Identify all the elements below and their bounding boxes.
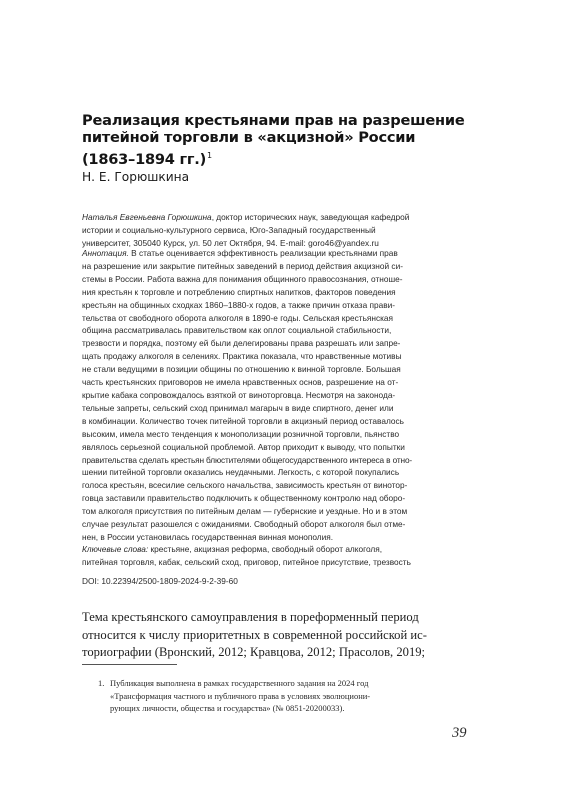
footnote-line: Публикация выполнена в рамках государственного задания на 2024 год xyxy=(110,678,369,688)
footnote-line: рующих личности, общества и государства» (№ 0851-20200033). xyxy=(110,703,345,714)
title-line: Реализация крестьянами прав на разрешение xyxy=(82,112,465,129)
affiliation-line: университет, 305040 Курск, ул. 50 лет Октября, 94. E-mail: goro46@yandex.ru xyxy=(82,237,379,248)
abstract-line: стемы в России. Работа важна для понимания общинного правосознания, отноше- xyxy=(82,273,403,284)
title-line-text: (1863–1894 гг.) xyxy=(82,150,206,168)
abstract-label: Аннотация. xyxy=(82,248,129,258)
article-title xyxy=(82,112,482,168)
footnote-number: 1. xyxy=(98,678,105,688)
abstract-line: трезвости и порядка, поэтому ей были делегированы права разрешать или запре- xyxy=(82,338,401,349)
title-line: питейной торговли в «акцизной» России xyxy=(82,129,416,147)
body-line: ториографии (Вронский, 2012; Кравцова, 2012; Прасолов, 2019; xyxy=(82,645,426,660)
abstract-line: говца заставили правительство подключить к общественному контролю над оборо- xyxy=(82,493,406,504)
abstract-line xyxy=(82,247,482,260)
article-author: Н. Е. Горюшкина xyxy=(82,170,190,184)
abstract-line: крытие кабака сопровождалось взяткой от виноторговца. Несмотря на законода- xyxy=(82,389,396,400)
body-line: Тема крестьянского самоуправления в пореформенный период xyxy=(82,610,419,624)
abstract-line: тельства от свободного оборота алкоголя в 1890-е годы. Сельская крестьянская xyxy=(82,312,394,323)
abstract-line: в комбинации. Количество точек питейной торговли в акцизный период оставалось xyxy=(82,415,404,426)
keywords-text: крестьяне, акцизная реформа, свободный оборот алкоголя, xyxy=(148,544,383,554)
author-affiliation xyxy=(82,211,482,250)
keywords-line: питейная торговля, кабак, сельский сход, приговор, питейное присутствие, трезвость xyxy=(82,556,411,567)
abstract-line: нен, в России установилась государственная винная монополия. xyxy=(82,531,334,542)
affiliation-text: , доктор исторических наук, заведующая кафедрой xyxy=(211,212,410,222)
keywords-line xyxy=(82,543,482,556)
title-line xyxy=(82,147,482,168)
title-footnote-mark[interactable]: 1 xyxy=(207,150,212,160)
doi-line[interactable]: DOI: 10.22394/2500-1809-2024-9-2-39-60 xyxy=(82,576,238,586)
abstract-line: высоким, имела место тенденция к монополизации розничной торговли, пьянство xyxy=(82,428,400,439)
keywords xyxy=(82,543,482,569)
abstract-line: щать продажу алкоголя в селениях. Практика показала, что нравственные мотивы xyxy=(82,351,402,362)
abstract-line: не стали ведущими в позиции общины по отношению к винной торговле. Большая xyxy=(82,364,401,375)
footnote-separator xyxy=(82,664,177,665)
page-number: 39 xyxy=(452,725,467,741)
affiliation-line: истории и социально-культурного сервиса, Юго-Западный государственный xyxy=(82,224,376,235)
body-paragraph xyxy=(82,609,482,662)
keywords-label: Ключевые слова: xyxy=(82,544,149,554)
affiliation-line xyxy=(82,211,482,224)
author-full-name: Наталья Евгеньевна Горюшкина xyxy=(82,212,212,222)
abstract-line: ния крестьян к торговле и потреблению спиртных напитков, факторов поведения xyxy=(82,286,396,297)
abstract-line: община рассматривалась правительством как оплот социальной стабильности, xyxy=(82,325,392,336)
abstract-line: являлось серьезной социальной проблемой. Автор приходит к выводу, что попытки xyxy=(82,441,405,452)
abstract xyxy=(82,247,482,544)
body-line: относится к числу приоритетных в современной российской ис- xyxy=(82,627,427,642)
abstract-line: правительства сделать крестьян блюстителями общегосударственного интереса в отно- xyxy=(82,454,413,465)
abstract-line: том алкоголя присутствия по питейным делам — губернские и уездные. Но и в этом xyxy=(82,506,408,517)
abstract-line: случае результат разошелся с ожиданиями. Свободный оборот алкоголя был отме- xyxy=(82,519,406,530)
abstract-line: крестьян на общинных сходках 1860–1880-х годов, а также причин отказа прави- xyxy=(82,299,396,310)
abstract-line: голоса крестьян, всесилие сельского начальства, зависимость крестьян от винотор- xyxy=(82,480,408,491)
footnote-line: «Трансформация частного и публичного права в условиях эволюциони- xyxy=(110,690,371,701)
abstract-text: В статье оценивается эффективность реализации крестьянами прав xyxy=(128,248,398,258)
abstract-line: часть крестьянских приговоров не имела нравственных основ, разрешение на от- xyxy=(82,377,399,388)
footnote xyxy=(98,677,484,715)
abstract-line: тельные запреты, сельский сход принимал магарыч в виде спиртного, денег или xyxy=(82,402,394,413)
abstract-line: шении питейной торговли оказались неудачными. Легкость, с которой покупались xyxy=(82,467,400,478)
abstract-line: на разрешение или закрытие питейных заведений в период действия акцизной си- xyxy=(82,260,403,271)
